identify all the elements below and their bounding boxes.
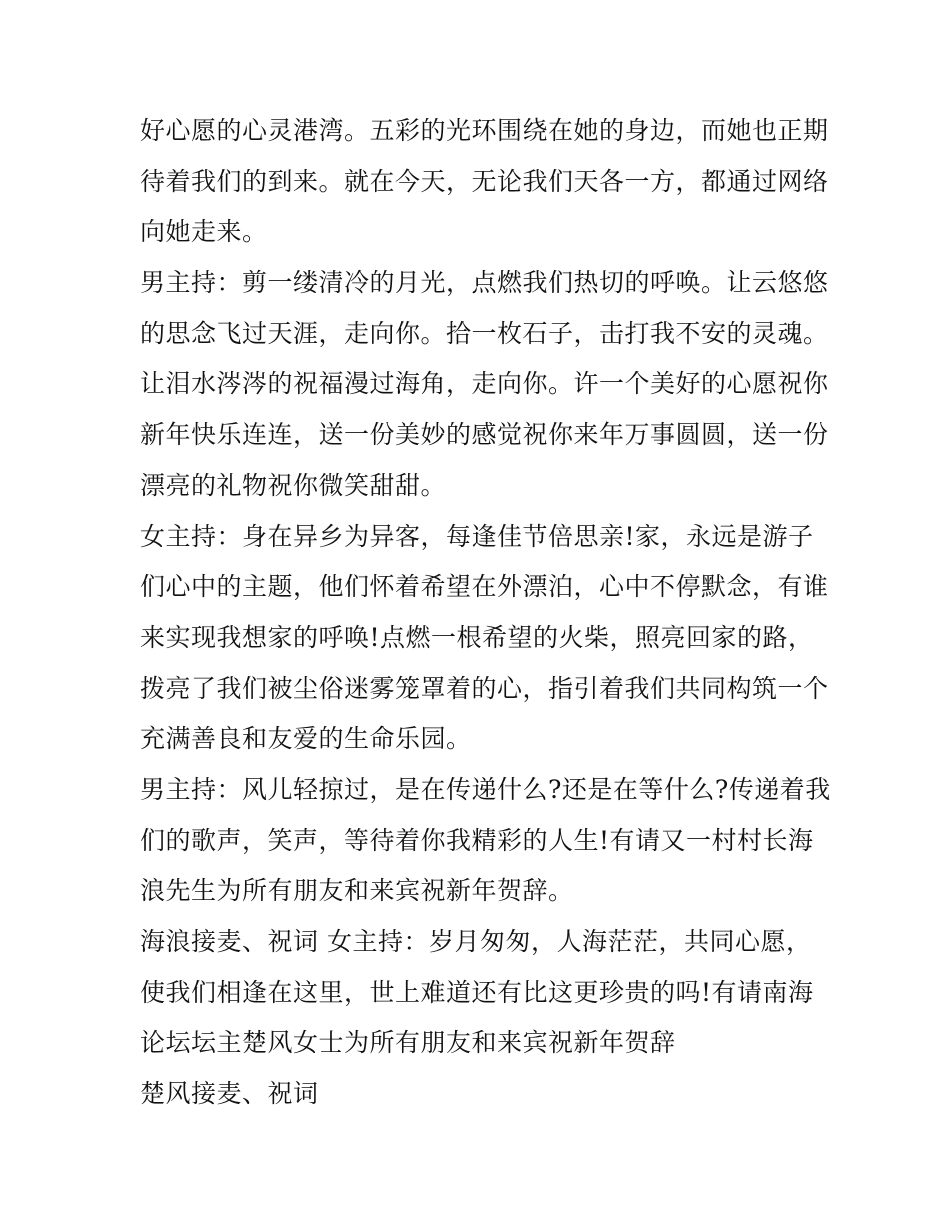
- document-body: [140, 106, 831, 1120]
- text-line: 男主持：风儿轻掠过，是在传递什么?还是在等什么?传递着我: [140, 774, 831, 804]
- text-line: 男主持：剪一缕清冷的月光，点燃我们热切的呼唤。让云悠悠: [140, 268, 829, 298]
- text-line: 好心愿的心灵港湾。五彩的光环围绕在她的身边，而她也正期: [140, 116, 829, 145]
- text-line: 拨亮了我们被尘俗迷雾笼罩着的心，指引着我们共同构筑一个: [140, 673, 829, 703]
- text-line: 们心中的主题，他们怀着希望在外漂泊，心中不停默念，有谁: [140, 572, 829, 602]
- text-line: 女主持：身在异乡为异客，每逢佳节倍思亲!家，永远是游子: [140, 521, 814, 551]
- text-line: 楚风接麦、祝词: [140, 1079, 319, 1109]
- text-line: 的思念飞过天涯，走向你。拾一枚石子，击打我不安的灵魂。: [140, 318, 829, 348]
- text-line: 漂亮的礼物祝你微笑甜甜。: [140, 470, 447, 500]
- text-line: 让泪水涔涔的祝福漫过海角，走向你。许一个美好的心愿祝你: [140, 369, 829, 399]
- text-line: 论坛坛主楚风女士为所有朋友和来宾祝新年贺辞: [140, 1028, 676, 1058]
- text-line: 向她走来。: [140, 217, 268, 247]
- text-line: 新年快乐连连，送一份美妙的感觉祝你来年万事圆圆，送一份: [140, 420, 829, 450]
- text-line: 来实现我想家的呼唤!点燃一根希望的火柴，照亮回家的路，: [140, 622, 814, 652]
- text-line: 充满善良和友爱的生命乐园。: [140, 724, 472, 754]
- text-line: 浪先生为所有朋友和来宾祝新年贺辞。: [140, 876, 574, 906]
- text-line: 们的歌声，笑声，等待着你我精彩的人生!有请又一村村长海: [140, 825, 814, 855]
- text-line: 待着我们的到来。就在今天，无论我们天各一方，都通过网络: [140, 166, 829, 196]
- text-line: 海浪接麦、祝词 女主持：岁月匆匆，人海茫茫，共同心愿，: [140, 927, 812, 956]
- text-line: 使我们相逢在这里，世上难道还有比这更珍贵的吗!有请南海: [140, 977, 814, 1007]
